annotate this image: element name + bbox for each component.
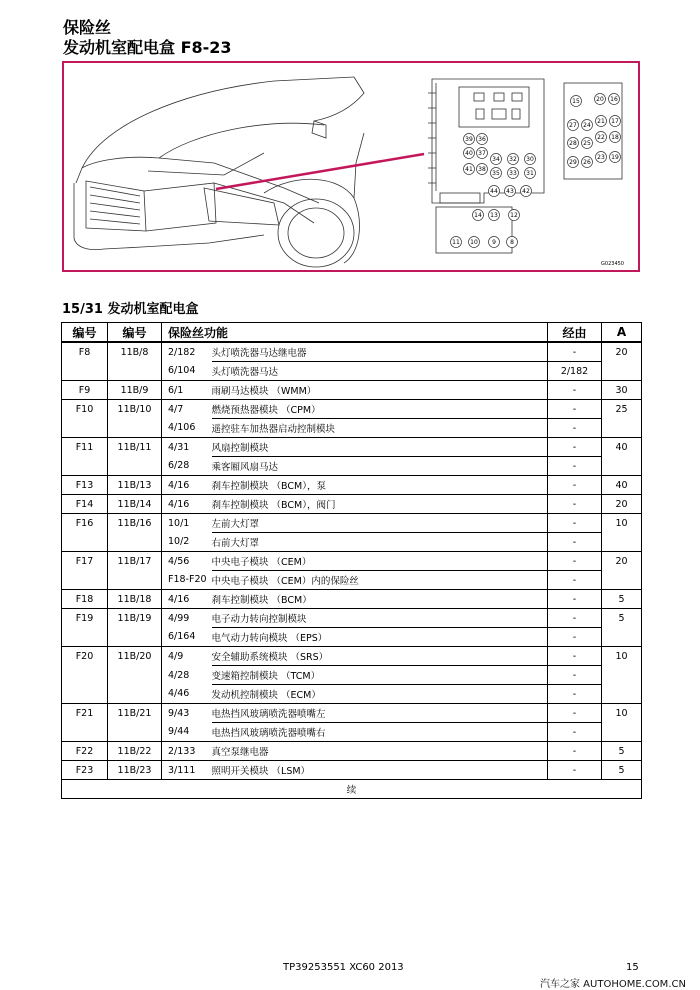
fuse-id-cell: F9	[62, 381, 108, 400]
table-row	[62, 495, 642, 514]
fuse-id-cell	[62, 723, 108, 742]
reference-cell: 4/7	[162, 400, 212, 419]
fuse-code-cell	[108, 685, 162, 704]
amps-cell: 5	[602, 761, 642, 780]
reference-cell: 4/106	[162, 419, 212, 438]
reference-cell: 3/111	[162, 761, 212, 780]
figure-code: G023450	[601, 261, 624, 267]
reference-cell: 4/16	[162, 476, 212, 495]
fuse-id-cell	[62, 628, 108, 647]
function-cell: 雨刷马达模块 （WMM）	[212, 381, 548, 400]
amps-cell: 40	[602, 438, 642, 457]
function-cell: 左前大灯罩	[212, 514, 548, 533]
main-fuse-label: 43	[506, 188, 514, 196]
main-fuse-label: 31	[526, 170, 534, 178]
function-cell: 遥控驻车加热器启动控制模块	[212, 419, 548, 438]
function-cell: 刹车控制模块 （BCM），阀门	[212, 495, 548, 514]
reference-cell: F18-F20	[162, 571, 212, 590]
reference-cell: 6/104	[162, 362, 212, 381]
table-row	[62, 438, 642, 457]
main-fuse-label: 44	[490, 188, 498, 196]
relay-fuse-label: 21	[597, 118, 605, 126]
fuse-code-cell	[108, 362, 162, 381]
amps-cell	[602, 723, 642, 742]
amps-cell: 30	[602, 381, 642, 400]
table-row	[62, 666, 642, 685]
reference-cell: 10/2	[162, 533, 212, 552]
fuse-id-cell: F20	[62, 647, 108, 666]
relay-fuse-label: 27	[569, 122, 577, 130]
reference-cell: 4/28	[162, 666, 212, 685]
function-cell: 变速箱控制模块 （TCM）	[212, 666, 548, 685]
fuse-id-cell	[62, 457, 108, 476]
table-row	[62, 723, 642, 742]
amps-cell: 10	[602, 514, 642, 533]
amps-cell: 25	[602, 400, 642, 419]
main-fuse-label: 39	[465, 136, 473, 144]
fuse-id-cell	[62, 533, 108, 552]
reference-cell: 2/182	[162, 342, 212, 362]
column-header-amps: A	[602, 323, 642, 343]
fuse-code-cell: 11B/10	[108, 400, 162, 419]
via-cell: -	[548, 438, 602, 457]
bottom-fuse-label: 14	[474, 212, 482, 220]
via-cell: -	[548, 400, 602, 419]
via-cell: -	[548, 704, 602, 723]
reference-cell: 9/44	[162, 723, 212, 742]
table-row	[62, 628, 642, 647]
main-fuse-label: 34	[492, 156, 500, 164]
reference-cell: 4/46	[162, 685, 212, 704]
fuse-id-cell: F23	[62, 761, 108, 780]
via-cell: -	[548, 533, 602, 552]
via-cell: -	[548, 723, 602, 742]
fuse-id-cell: F21	[62, 704, 108, 723]
fuse-code-cell	[108, 571, 162, 590]
via-cell: -	[548, 514, 602, 533]
via-cell: -	[548, 590, 602, 609]
page-subtitle: 发动机室配电盒 F8-23	[63, 38, 232, 57]
relay-fuse-label: 24	[583, 122, 591, 130]
fuse-code-cell: 11B/13	[108, 476, 162, 495]
fuse-code-cell: 11B/18	[108, 590, 162, 609]
fuse-code-cell: 11B/9	[108, 381, 162, 400]
fuse-code-cell: 11B/16	[108, 514, 162, 533]
function-cell: 照明开关模块 （LSM）	[212, 761, 548, 780]
main-fusebox-drawing	[428, 79, 622, 253]
reference-cell: 4/16	[162, 495, 212, 514]
pointer-line	[216, 154, 424, 189]
fuse-id-cell: F14	[62, 495, 108, 514]
via-cell: -	[548, 457, 602, 476]
fuse-id-cell	[62, 362, 108, 381]
relay-fuse-label: 17	[611, 118, 619, 126]
fuse-id-cell: F17	[62, 552, 108, 571]
table-row	[62, 514, 642, 533]
reference-cell: 4/16	[162, 590, 212, 609]
main-fuse-label: 35	[492, 170, 500, 178]
main-fuse-label: 38	[478, 166, 486, 174]
amps-cell: 20	[602, 495, 642, 514]
table-row	[62, 400, 642, 419]
fuse-id-cell: F8	[62, 342, 108, 362]
table-row	[62, 533, 642, 552]
table-row	[62, 419, 642, 438]
function-cell: 中央电子模块 （CEM）内的保险丝	[212, 571, 548, 590]
amps-cell	[602, 533, 642, 552]
relay-fuse-label: 26	[583, 159, 591, 167]
reference-cell: 6/164	[162, 628, 212, 647]
main-fuse-label: 32	[509, 156, 517, 164]
amps-cell: 5	[602, 609, 642, 628]
fuse-code-cell: 11B/14	[108, 495, 162, 514]
column-header-function: 保险丝功能	[162, 323, 548, 343]
column-header-via: 经由	[548, 323, 602, 343]
car-and-fusebox-drawing	[64, 63, 638, 270]
via-cell: -	[548, 761, 602, 780]
reference-cell: 9/43	[162, 704, 212, 723]
amps-cell: 10	[602, 647, 642, 666]
reference-cell: 6/28	[162, 457, 212, 476]
fuse-code-cell	[108, 533, 162, 552]
fuse-id-cell: F22	[62, 742, 108, 761]
amps-cell	[602, 457, 642, 476]
main-fuse-label: 40	[465, 150, 473, 158]
table-row	[62, 609, 642, 628]
via-cell: -	[548, 742, 602, 761]
via-cell: 2/182	[548, 362, 602, 381]
via-cell: -	[548, 647, 602, 666]
via-cell: -	[548, 609, 602, 628]
function-cell: 发动机控制模块 （ECM）	[212, 685, 548, 704]
reference-cell: 10/1	[162, 514, 212, 533]
main-fuse-label: 42	[522, 188, 530, 196]
via-cell: -	[548, 342, 602, 362]
relay-fuse-label: 15	[572, 98, 580, 106]
fuse-id-cell	[62, 571, 108, 590]
function-cell: 头灯喷洗器马达继电器	[212, 342, 548, 362]
reference-cell: 4/99	[162, 609, 212, 628]
bottom-fuse-label: 11	[452, 239, 460, 247]
table-header-row	[62, 323, 642, 343]
fuse-id-cell	[62, 419, 108, 438]
fuse-code-cell: 11B/8	[108, 342, 162, 362]
table-row	[62, 457, 642, 476]
bottom-fuse-label: 13	[490, 212, 498, 220]
main-fuse-label: 41	[465, 166, 473, 174]
fuse-id-cell: F19	[62, 609, 108, 628]
via-cell: -	[548, 552, 602, 571]
relay-fuse-label: 18	[611, 134, 619, 142]
table-row	[62, 476, 642, 495]
via-cell: -	[548, 419, 602, 438]
fuse-code-cell: 11B/20	[108, 647, 162, 666]
column-header-id: 编号	[62, 323, 108, 343]
table-row	[62, 742, 642, 761]
page-title: 保险丝	[63, 18, 112, 37]
fuse-code-cell	[108, 457, 162, 476]
relay-fuse-label: 16	[610, 96, 618, 104]
fuse-code-cell	[108, 666, 162, 685]
relay-fuse-label: 28	[569, 140, 577, 148]
table-row	[62, 761, 642, 780]
table-row	[62, 590, 642, 609]
amps-cell: 5	[602, 590, 642, 609]
bottom-fuse-label: 10	[470, 239, 478, 247]
main-fuse-label: 33	[509, 170, 517, 178]
relay-fuse-label: 23	[597, 154, 605, 162]
document-footer: TP39253551 XC60 2013	[283, 962, 404, 973]
fuse-id-cell: F16	[62, 514, 108, 533]
main-fuse-label: 30	[526, 156, 534, 164]
main-fuse-label: 37	[478, 150, 486, 158]
column-header-code: 编号	[108, 323, 162, 343]
function-cell: 头灯喷洗器马达	[212, 362, 548, 381]
function-cell: 电气动力转向模块 （EPS）	[212, 628, 548, 647]
reference-cell: 2/133	[162, 742, 212, 761]
amps-cell	[602, 666, 642, 685]
function-cell: 刹车控制模块 （BCM），泵	[212, 476, 548, 495]
via-cell: -	[548, 495, 602, 514]
fuse-box-illustration	[62, 61, 640, 272]
bottom-fuse-label: 9	[492, 239, 496, 247]
function-cell: 真空泵继电器	[212, 742, 548, 761]
bottom-fuse-label: 8	[510, 239, 514, 247]
amps-cell	[602, 628, 642, 647]
fuse-code-cell: 11B/21	[108, 704, 162, 723]
table-row	[62, 342, 642, 362]
relay-fuse-label: 25	[583, 140, 591, 148]
fuse-id-cell	[62, 685, 108, 704]
via-cell: -	[548, 476, 602, 495]
amps-cell: 10	[602, 704, 642, 723]
fuse-code-cell	[108, 628, 162, 647]
continued-label: 续	[62, 780, 642, 799]
amps-cell: 20	[602, 342, 642, 362]
amps-cell	[602, 571, 642, 590]
reference-cell: 4/31	[162, 438, 212, 457]
function-cell: 乘客厢风扇马达	[212, 457, 548, 476]
amps-cell: 20	[602, 552, 642, 571]
section-title: 15/31 发动机室配电盒	[62, 302, 199, 317]
reference-cell: 4/56	[162, 552, 212, 571]
relay-fuse-label: 29	[569, 159, 577, 167]
table-row	[62, 647, 642, 666]
table-row	[62, 685, 642, 704]
table-row	[62, 362, 642, 381]
fuse-code-cell: 11B/17	[108, 552, 162, 571]
relay-fuse-label: 22	[597, 134, 605, 142]
fuse-code-cell: 11B/22	[108, 742, 162, 761]
relay-fuse-label: 19	[611, 154, 619, 162]
fuse-code-cell	[108, 419, 162, 438]
fuse-code-cell: 11B/19	[108, 609, 162, 628]
page-number: 15	[626, 962, 639, 973]
table-row	[62, 381, 642, 400]
amps-cell: 40	[602, 476, 642, 495]
amps-cell	[602, 362, 642, 381]
via-cell: -	[548, 628, 602, 647]
fuse-id-cell: F18	[62, 590, 108, 609]
via-cell: -	[548, 381, 602, 400]
fuse-id-cell: F13	[62, 476, 108, 495]
function-cell: 风扇控制模块	[212, 438, 548, 457]
continued-row	[62, 780, 642, 799]
function-cell: 电热挡风玻璃喷洗器喷嘴右	[212, 723, 548, 742]
via-cell: -	[548, 571, 602, 590]
via-cell: -	[548, 666, 602, 685]
table-row	[62, 552, 642, 571]
fuse-code-cell	[108, 723, 162, 742]
fuse-id-cell	[62, 666, 108, 685]
main-fuse-label: 36	[478, 136, 486, 144]
function-cell: 燃烧预热器模块 （CPM）	[212, 400, 548, 419]
relay-fuse-label: 20	[596, 96, 604, 104]
amps-cell: 5	[602, 742, 642, 761]
function-cell: 安全辅助系统模块 （SRS）	[212, 647, 548, 666]
fuse-code-cell: 11B/23	[108, 761, 162, 780]
function-cell: 电热挡风玻璃喷洗器喷嘴左	[212, 704, 548, 723]
table-row	[62, 704, 642, 723]
fuse-table	[61, 322, 642, 799]
reference-cell: 4/9	[162, 647, 212, 666]
bottom-fuse-label: 12	[510, 212, 518, 220]
function-cell: 右前大灯罩	[212, 533, 548, 552]
function-cell: 电子动力转向控制模块	[212, 609, 548, 628]
via-cell: -	[548, 685, 602, 704]
fuse-id-cell: F11	[62, 438, 108, 457]
amps-cell	[602, 685, 642, 704]
fuse-code-cell: 11B/11	[108, 438, 162, 457]
function-cell: 刹车控制模块 （BCM）	[212, 590, 548, 609]
reference-cell: 6/1	[162, 381, 212, 400]
function-cell: 中央电子模块 （CEM）	[212, 552, 548, 571]
amps-cell	[602, 419, 642, 438]
watermark: 汽车之家 AUTOHOME.COM.CN	[540, 979, 686, 990]
table-row	[62, 571, 642, 590]
fuse-id-cell: F10	[62, 400, 108, 419]
